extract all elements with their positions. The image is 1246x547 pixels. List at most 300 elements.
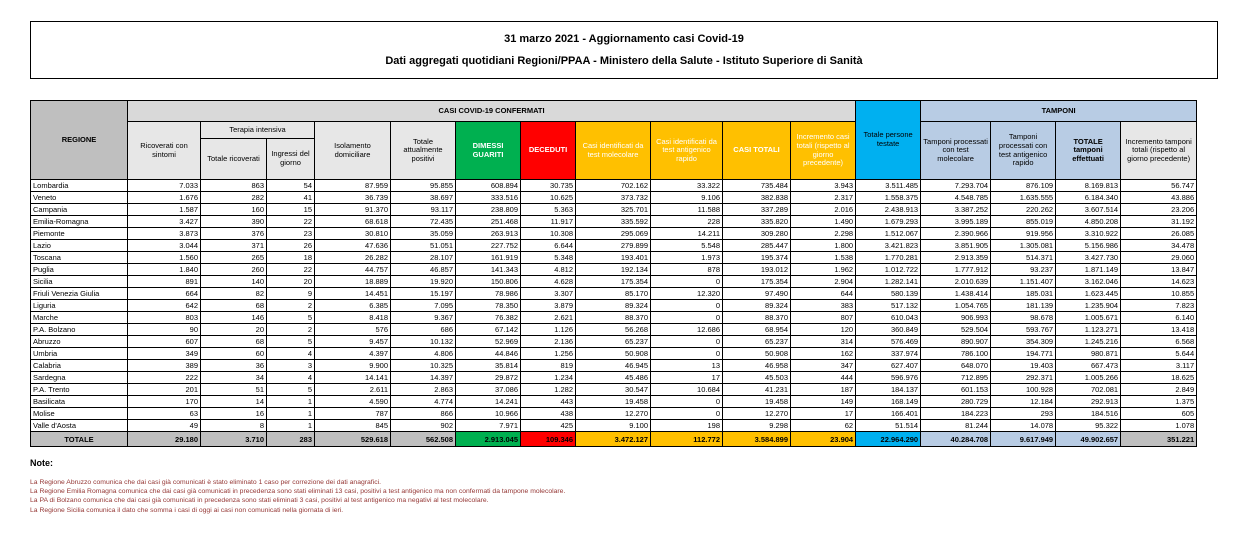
value-cell: 1.770.281 [856,252,921,264]
value-cell: 26 [267,240,315,252]
region-cell: Lombardia [31,180,128,192]
value-cell: 3.607.514 [1056,204,1121,216]
region-cell: Abruzzo [31,336,128,348]
total-value-cell: 283 [267,432,315,447]
header-casi-test-molecolare: Casi identificati da test molecolare [576,122,651,180]
value-cell: 22 [267,264,315,276]
value-cell: 13.847 [1121,264,1197,276]
value-cell: 686 [391,324,456,336]
value-cell: 10.855 [1121,288,1197,300]
total-value-cell: 23.904 [791,432,856,447]
value-cell: 349 [128,348,201,360]
total-value-cell: 3.584.899 [723,432,791,447]
value-cell: 29.060 [1121,252,1197,264]
value-cell: 1.305.081 [991,240,1056,252]
region-cell: Calabria [31,360,128,372]
value-cell: 347 [791,360,856,372]
value-cell: 2.298 [791,228,856,240]
header-ti-ingressi-giorno: Ingressi del giorno [267,139,315,180]
value-cell: 12.320 [651,288,723,300]
header-ti-totale-ricoverati: Totale ricoverati [201,139,267,180]
value-cell: 36 [201,360,267,372]
value-cell: 1.005.266 [1056,372,1121,384]
value-cell: 38.697 [391,192,456,204]
table-row [31,348,1197,360]
total-value-cell: 529.618 [315,432,391,447]
value-cell: 3.310.922 [1056,228,1121,240]
value-cell: 906.993 [921,312,991,324]
value-cell: 337.974 [856,348,921,360]
value-cell: 2.849 [1121,384,1197,396]
header-isolamento-domiciliare: Isolamento domiciliare [315,122,391,180]
value-cell: 18.625 [1121,372,1197,384]
total-value-cell: 40.284.708 [921,432,991,447]
table-row [31,288,1197,300]
value-cell: 1.560 [128,252,201,264]
value-cell: 1.375 [1121,396,1197,408]
table-row [31,324,1197,336]
value-cell: 3.995.189 [921,216,991,228]
value-cell: 7.293.704 [921,180,991,192]
value-cell: 1.587 [128,204,201,216]
value-cell: 1.438.414 [921,288,991,300]
value-cell: 2.904 [791,276,856,288]
value-cell: 89.324 [723,300,791,312]
value-cell: 184.516 [1056,408,1121,420]
value-cell: 0 [651,336,723,348]
header-totale-persone-testate: Totale persone testate [856,101,921,180]
value-cell: 902 [391,420,456,432]
value-cell: 12.686 [651,324,723,336]
value-cell: 14.078 [991,420,1056,432]
value-cell: 280.729 [921,396,991,408]
value-cell: 35.814 [456,360,521,372]
table-row [31,300,1197,312]
value-cell: 11.917 [521,216,576,228]
table-row [31,216,1197,228]
value-cell: 88.370 [723,312,791,324]
value-cell: 12.270 [723,408,791,420]
total-value-cell: 9.617.949 [991,432,1056,447]
table-row [31,420,1197,432]
value-cell: 149 [791,396,856,408]
value-cell: 2.016 [791,204,856,216]
value-cell: 184.137 [856,384,921,396]
value-cell: 265 [201,252,267,264]
value-cell: 43.886 [1121,192,1197,204]
value-cell: 2.317 [791,192,856,204]
value-cell: 160 [201,204,267,216]
total-value-cell: 351.221 [1121,432,1197,447]
value-cell: 220.262 [991,204,1056,216]
value-cell: 1.282.141 [856,276,921,288]
value-cell: 13 [651,360,723,372]
value-cell: 41.231 [723,384,791,396]
value-cell: 819 [521,360,576,372]
value-cell: 16 [201,408,267,420]
value-cell: 325.701 [576,204,651,216]
value-cell: 41 [267,192,315,204]
value-cell: 863 [201,180,267,192]
value-cell: 37.086 [456,384,521,396]
value-cell: 56.747 [1121,180,1197,192]
value-cell: 517.132 [856,300,921,312]
value-cell: 13.418 [1121,324,1197,336]
value-cell: 610.043 [856,312,921,324]
value-cell: 2.010.639 [921,276,991,288]
table-row [31,180,1197,192]
value-cell: 7.033 [128,180,201,192]
value-cell: 2.611 [315,384,391,396]
value-cell: 735.484 [723,180,791,192]
value-cell: 279.899 [576,240,651,252]
value-cell: 17 [651,372,723,384]
value-cell: 1.623.445 [1056,288,1121,300]
value-cell: 1.538 [791,252,856,264]
value-cell: 120 [791,324,856,336]
value-cell: 98.678 [991,312,1056,324]
value-cell: 1.012.722 [856,264,921,276]
value-cell: 10.132 [391,336,456,348]
value-cell: 227.752 [456,240,521,252]
value-cell: 46.857 [391,264,456,276]
value-cell: 891 [128,276,201,288]
value-cell: 222 [128,372,201,384]
header-tamponi-antigenico: Tamponi processati con test antigenico rapido [991,122,1056,180]
value-cell: 608.894 [456,180,521,192]
value-cell: 2.438.913 [856,204,921,216]
value-cell: 14 [201,396,267,408]
value-cell: 443 [521,396,576,408]
table-row [31,264,1197,276]
covid-data-table [30,100,1197,447]
value-cell: 11.588 [651,204,723,216]
total-row [31,432,1197,447]
value-cell: 866 [391,408,456,420]
notes-section [30,458,1130,515]
value-cell: 285.447 [723,240,791,252]
value-cell: 3.873 [128,228,201,240]
value-cell: 68.618 [315,216,391,228]
header-totale-tamponi: TOTALE tamponi effettuati [1056,122,1121,180]
header-band-tamponi: TAMPONI [921,101,1197,122]
value-cell: 1.234 [521,372,576,384]
value-cell: 593.767 [991,324,1056,336]
value-cell: 1.635.555 [991,192,1056,204]
value-cell: 23 [267,228,315,240]
value-cell: 8 [201,420,267,432]
region-cell: Veneto [31,192,128,204]
value-cell: 10.684 [651,384,723,396]
value-cell: 1.151.407 [991,276,1056,288]
region-cell: Sardegna [31,372,128,384]
value-cell: 1.126 [521,324,576,336]
value-cell: 2.913.359 [921,252,991,264]
value-cell: 76.382 [456,312,521,324]
value-cell: 54 [267,180,315,192]
value-cell: 282 [201,192,267,204]
value-cell: 12.184 [991,396,1056,408]
value-cell: 712.895 [921,372,991,384]
value-cell: 382.838 [723,192,791,204]
value-cell: 17 [791,408,856,420]
total-value-cell: 112.772 [651,432,723,447]
value-cell: 376 [201,228,267,240]
value-cell: 9.900 [315,360,391,372]
value-cell: 19.458 [576,396,651,408]
value-cell: 10.308 [521,228,576,240]
value-cell: 1.962 [791,264,856,276]
value-cell: 438 [521,408,576,420]
value-cell: 251.468 [456,216,521,228]
value-cell: 0 [651,300,723,312]
value-cell: 4.397 [315,348,391,360]
value-cell: 2 [267,324,315,336]
value-cell: 5 [267,384,315,396]
value-cell: 238.809 [456,204,521,216]
value-cell: 425 [521,420,576,432]
value-cell: 1.078 [1121,420,1197,432]
value-cell: 14.241 [456,396,521,408]
header-casi-test-antigenico: Casi identificati da test antigenico rapido [651,122,723,180]
value-cell: 803 [128,312,201,324]
header-deceduti: DECEDUTI [521,122,576,180]
title-box [30,21,1218,79]
total-value-cell: 49.902.657 [1056,432,1121,447]
value-cell: 702.162 [576,180,651,192]
value-cell: 20 [201,324,267,336]
value-cell: 2.390.966 [921,228,991,240]
value-cell: 46.945 [576,360,651,372]
value-cell: 14.211 [651,228,723,240]
notes-lines [30,478,1130,515]
value-cell: 68 [201,300,267,312]
value-cell: 18.889 [315,276,391,288]
value-cell: 3.117 [1121,360,1197,372]
value-cell: 5 [267,312,315,324]
value-cell: 601.153 [921,384,991,396]
header-ricoverati-con-sintomi: Ricoverati con sintomi [128,122,201,180]
value-cell: 67.142 [456,324,521,336]
title-line-1: 31 marzo 2021 - Aggiornamento casi Covid-19 [504,32,744,45]
value-cell: 65.237 [723,336,791,348]
table-row [31,396,1197,408]
table-body [31,180,1197,447]
value-cell: 184.223 [921,408,991,420]
value-cell: 30.547 [576,384,651,396]
value-cell: 87.959 [315,180,391,192]
header-regione: REGIONE [31,101,128,180]
value-cell: 2.136 [521,336,576,348]
value-cell: 444 [791,372,856,384]
region-cell: Molise [31,408,128,420]
header-incremento-casi: Incremento casi totali (rispetto al giorno precedente) [791,122,856,180]
value-cell: 201 [128,384,201,396]
value-cell: 667.473 [1056,360,1121,372]
value-cell: 97.490 [723,288,791,300]
value-cell: 845 [315,420,391,432]
header-incremento-tamponi: Incremento tamponi totali (rispetto al giorno precedente) [1121,122,1197,180]
value-cell: 146 [201,312,267,324]
value-cell: 9.106 [651,192,723,204]
value-cell: 3.851.905 [921,240,991,252]
value-cell: 78.986 [456,288,521,300]
value-cell: 3.044 [128,240,201,252]
note-line: La PA di Bolzano comunica che dai casi già comunicati in precedenza sono stati eliminati 3 casi, positivi al test antigenico ma negativi al test molecolare. [30,497,489,505]
value-cell: 62 [791,420,856,432]
value-cell: 1.777.912 [921,264,991,276]
value-cell: 51 [201,384,267,396]
value-cell: 6.184.340 [1056,192,1121,204]
region-cell: P.A. Trento [31,384,128,396]
value-cell: 627.407 [856,360,921,372]
table-row [31,408,1197,420]
header-totale-attualmente-positivi: Totale attualmente positivi [391,122,456,180]
value-cell: 1.512.067 [856,228,921,240]
value-cell: 4.628 [521,276,576,288]
region-cell: Liguria [31,300,128,312]
table-row [31,228,1197,240]
value-cell: 529.504 [921,324,991,336]
note-line: La Regione Emilia Romagna comunica che dai casi già comunicati in precedenza sono stati eliminati 13 casi, positivi a test antigenico ma non confermati da tampone molecolare. [30,488,566,496]
value-cell: 807 [791,312,856,324]
value-cell: 14.141 [315,372,391,384]
value-cell: 1 [267,396,315,408]
value-cell: 68.954 [723,324,791,336]
value-cell: 607 [128,336,201,348]
value-cell: 141.343 [456,264,521,276]
value-cell: 194.771 [991,348,1056,360]
value-cell: 1.282 [521,384,576,396]
value-cell: 855.019 [991,216,1056,228]
value-cell: 1 [267,420,315,432]
value-cell: 1.679.293 [856,216,921,228]
value-cell: 1.235.904 [1056,300,1121,312]
value-cell: 335.592 [576,216,651,228]
value-cell: 168.149 [856,396,921,408]
value-cell: 7.971 [456,420,521,432]
value-cell: 35.059 [391,228,456,240]
value-cell: 15 [267,204,315,216]
value-cell: 33.322 [651,180,723,192]
value-cell: 65.237 [576,336,651,348]
table-row [31,384,1197,396]
value-cell: 46.958 [723,360,791,372]
value-cell: 9 [267,288,315,300]
value-cell: 3.511.485 [856,180,921,192]
value-cell: 5.363 [521,204,576,216]
total-value-cell: 3.472.127 [576,432,651,447]
value-cell: 514.371 [991,252,1056,264]
value-cell: 31.192 [1121,216,1197,228]
value-cell: 1.676 [128,192,201,204]
total-label-cell: TOTALE [31,432,128,447]
value-cell: 34.478 [1121,240,1197,252]
value-cell: 44.757 [315,264,391,276]
value-cell: 22 [267,216,315,228]
table-row [31,192,1197,204]
value-cell: 95.855 [391,180,456,192]
value-cell: 162 [791,348,856,360]
value-cell: 1.973 [651,252,723,264]
value-cell: 293 [991,408,1056,420]
value-cell: 702.081 [1056,384,1121,396]
value-cell: 335.820 [723,216,791,228]
value-cell: 1.871.149 [1056,264,1121,276]
value-cell: 876.109 [991,180,1056,192]
value-cell: 187 [791,384,856,396]
value-cell: 3.307 [521,288,576,300]
value-cell: 100.928 [991,384,1056,396]
value-cell: 50.908 [723,348,791,360]
value-cell: 4.812 [521,264,576,276]
value-cell: 314 [791,336,856,348]
table-row [31,204,1197,216]
value-cell: 644 [791,288,856,300]
value-cell: 1.256 [521,348,576,360]
value-cell: 193.401 [576,252,651,264]
region-cell: Toscana [31,252,128,264]
value-cell: 5 [267,336,315,348]
value-cell: 8.418 [315,312,391,324]
value-cell: 60 [201,348,267,360]
value-cell: 91.370 [315,204,391,216]
region-cell: Emilia-Romagna [31,216,128,228]
value-cell: 19.920 [391,276,456,288]
value-cell: 0 [651,276,723,288]
value-cell: 15.197 [391,288,456,300]
value-cell: 198 [651,420,723,432]
value-cell: 292.913 [1056,396,1121,408]
value-cell: 787 [315,408,391,420]
value-cell: 4.774 [391,396,456,408]
value-cell: 0 [651,348,723,360]
value-cell: 4 [267,372,315,384]
total-value-cell: 3.710 [201,432,267,447]
value-cell: 88.370 [576,312,651,324]
value-cell: 14.397 [391,372,456,384]
value-cell: 30.810 [315,228,391,240]
value-cell: 19.458 [723,396,791,408]
note-line: La Regione Abruzzo comunica che dai casi già comunicati è stato eliminato 1 caso per correzione dei dati anagrafici. [30,479,381,486]
value-cell: 3.427.730 [1056,252,1121,264]
value-cell: 14.623 [1121,276,1197,288]
value-cell: 0 [651,408,723,420]
value-cell: 9.457 [315,336,391,348]
region-cell: Lazio [31,240,128,252]
value-cell: 170 [128,396,201,408]
value-cell: 63 [128,408,201,420]
value-cell: 29.872 [456,372,521,384]
value-cell: 12.270 [576,408,651,420]
notes-title: Note: [30,458,53,468]
value-cell: 373.732 [576,192,651,204]
value-cell: 383 [791,300,856,312]
value-cell: 333.516 [456,192,521,204]
region-cell: Basilicata [31,396,128,408]
value-cell: 260 [201,264,267,276]
value-cell: 56.268 [576,324,651,336]
value-cell: 980.871 [1056,348,1121,360]
value-cell: 1.800 [791,240,856,252]
value-cell: 1.490 [791,216,856,228]
value-cell: 6.385 [315,300,391,312]
value-cell: 292.371 [991,372,1056,384]
value-cell: 181.139 [991,300,1056,312]
value-cell: 72.435 [391,216,456,228]
value-cell: 360.849 [856,324,921,336]
value-cell: 6.568 [1121,336,1197,348]
